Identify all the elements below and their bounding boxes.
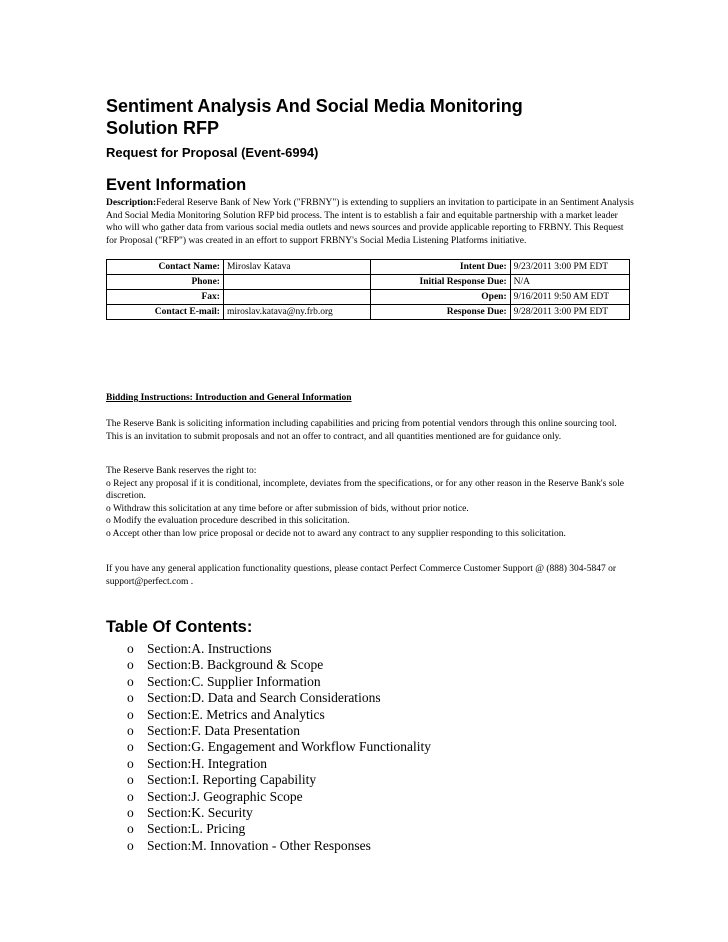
toc-item-label: Section:F. Data Presentation (147, 722, 301, 738)
toc-item-j[interactable] (106, 789, 431, 805)
contact-name-value: Miroslav Katava (223, 260, 370, 275)
reserve-rights-block (106, 465, 634, 541)
toc-item-a[interactable] (106, 641, 431, 657)
toc-item-m[interactable] (106, 838, 431, 854)
toc-item-e[interactable] (106, 707, 431, 723)
fax-value (223, 290, 370, 305)
initial-response-due-value: N/A (510, 275, 629, 290)
bullet-icon: o (127, 821, 134, 837)
contact-name-label: Contact Name: (107, 260, 224, 275)
rights-item: o Withdraw this solicitation at any time before or after submission of bids, without prior notice. (106, 503, 469, 514)
toc-item-l[interactable] (106, 821, 431, 837)
page-subtitle: Request for Proposal (Event-6994) (106, 145, 319, 160)
page-title (106, 95, 631, 139)
toc-item-label: Section:H. Integration (147, 755, 267, 771)
toc-item-g[interactable] (106, 739, 431, 755)
toc-item-c[interactable] (106, 674, 431, 690)
toc-item-label: Section:L. Pricing (147, 821, 246, 837)
description-text: Federal Reserve Bank of New York ("FRBNY") is extending to suppliers an invitation to participate in an Sentiment Analysis And Social Media Monitoring Solution RFP bid process. The intent is to establish a fair and equitable partnership with a market leader who will who gather data from various social media outlets and news sources and provide applicable reporting to FRBNY. This Request for Proposal ("RFP") was created in an effort to support FRBNY's Social Media Listening Platforms initiative. (106, 198, 634, 246)
toc-item-k[interactable] (106, 805, 431, 821)
toc-item-label: Section:C. Supplier Information (147, 673, 321, 689)
toc-item-b[interactable] (106, 657, 431, 673)
bullet-icon: o (127, 772, 134, 788)
rights-item: o Reject any proposal if it is conditional, incomplete, deviates from the specifications, or for any other reason in the Reserve Bank's sole discretion. (106, 478, 624, 502)
toc-item-d[interactable] (106, 690, 431, 706)
toc-item-f[interactable] (106, 723, 431, 739)
rights-item: o Modify the evaluation procedure described in this solicitation. (106, 516, 350, 527)
bullet-icon: o (127, 641, 134, 656)
response-due-label: Response Due: (371, 305, 510, 320)
open-value: 9/16/2011 9:50 AM EDT (510, 290, 629, 305)
toc-item-label: Section:M. Innovation - Other Responses (147, 837, 371, 853)
bullet-icon: o (127, 673, 134, 689)
intent-due-label: Intent Due: (371, 260, 510, 275)
toc-heading: Table Of Contents: (106, 618, 253, 636)
rights-intro: The Reserve Bank reserves the right to: (106, 466, 257, 476)
bullet-icon: o (127, 837, 134, 853)
event-info-heading: Event Information (106, 176, 247, 194)
toc-item-h[interactable] (106, 756, 431, 772)
rights-item: o Accept other than low price proposal or decide not to award any contract to any supplier responding to this solicitation. (106, 528, 566, 539)
bullet-icon: o (127, 690, 134, 706)
toc-item-label: Section:K. Security (147, 804, 253, 820)
description-label: Description: (106, 198, 157, 208)
toc-item-label: Section:I. Reporting Capability (147, 772, 317, 788)
toc-item-i[interactable] (106, 772, 431, 788)
bullet-icon: o (127, 722, 134, 738)
toc-item-label: Section:E. Metrics and Analytics (147, 706, 325, 722)
contact-email-value: miroslav.katava@ny.frb.org (223, 305, 370, 320)
toc-item-label: Section:G. Engagement and Workflow Functionality (147, 739, 431, 755)
bullet-icon: o (127, 657, 134, 673)
toc-item-label: Section:B. Background & Scope (147, 657, 324, 673)
event-description (106, 197, 634, 247)
intent-due-value: 9/23/2011 3:00 PM EDT (510, 260, 629, 275)
title-line-1: Sentiment Analysis And Social Media Monitoring (106, 96, 523, 116)
toc-item-label: Section:D. Data and Search Considerations (147, 690, 381, 706)
phone-value (223, 275, 370, 290)
toc-item-label: Section:J. Geographic Scope (147, 788, 303, 804)
bullet-icon: o (127, 706, 134, 722)
bullet-icon: o (127, 739, 134, 755)
fax-label: Fax: (107, 290, 224, 305)
contact-info-table (106, 259, 630, 320)
bullet-icon: o (127, 804, 134, 820)
support-contact-paragraph: If you have any general application functionality questions, please contact Perfect Commerce Customer Support @ (888) 304-5847 or support@perfect.com . (106, 564, 616, 587)
table-row (107, 260, 630, 275)
table-of-contents (106, 641, 431, 854)
phone-label: Phone: (107, 275, 224, 290)
toc-item-label: Section:A. Instructions (147, 641, 272, 656)
bidding-intro-paragraph: The Reserve Bank is soliciting information including capabilities and pricing from potential vendors through this online sourcing tool. This is an invitation to submit proposals and not an offer to contract, and all quantities mentioned are for guidance only. (106, 419, 617, 442)
title-line-2: Solution RFP (106, 118, 219, 138)
table-row (107, 275, 630, 290)
open-label: Open: (371, 290, 510, 305)
document-page (106, 95, 634, 853)
bidding-instructions-heading: Bidding Instructions: Introduction and General Information (106, 393, 352, 403)
table-row (107, 305, 630, 320)
response-due-value: 9/28/2011 3:00 PM EDT (510, 305, 629, 320)
initial-response-due-label: Initial Response Due: (371, 275, 510, 290)
contact-email-label: Contact E-mail: (107, 305, 224, 320)
bullet-icon: o (127, 755, 134, 771)
bullet-icon: o (127, 788, 134, 804)
table-row (107, 290, 630, 305)
